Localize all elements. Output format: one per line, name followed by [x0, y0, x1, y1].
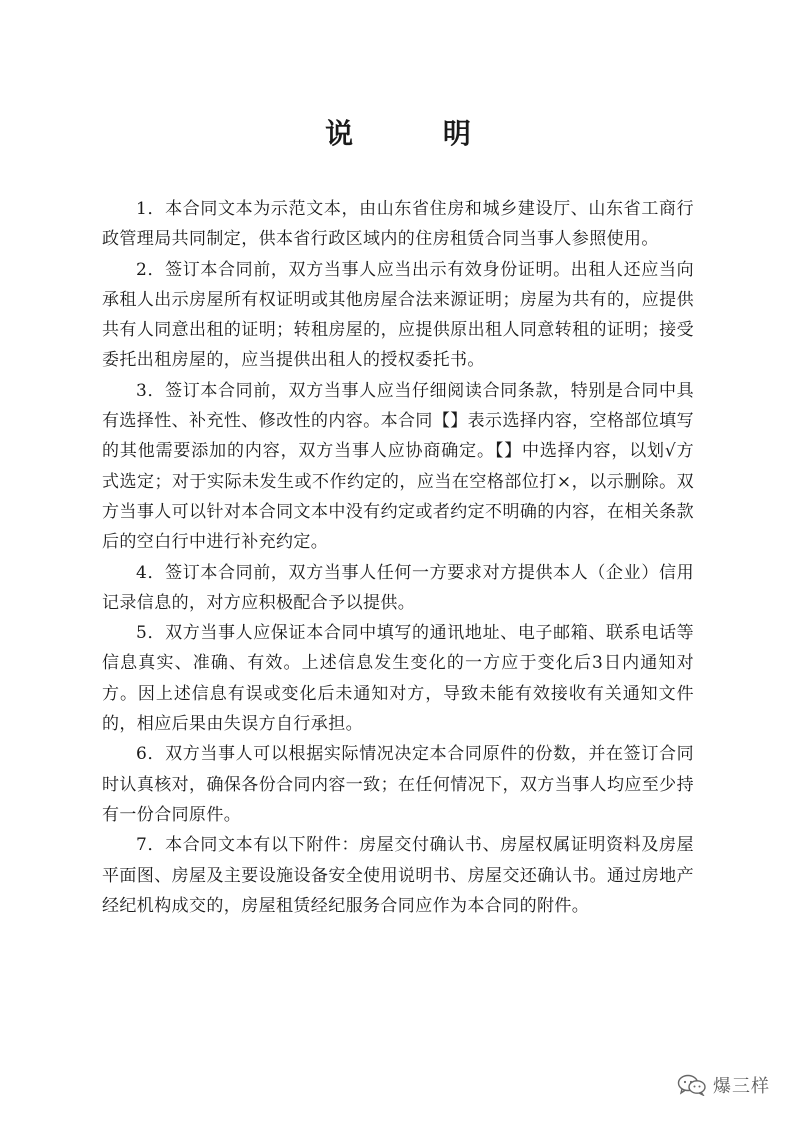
- paragraph-5: 5．双方当事人应保证本合同中填写的通讯地址、电子邮箱、联系电话等信息真实、准确、有效。上述信息发生变化的一方应于变化后3日内通知对方。因上述信息有误或变化后未通知对方，导致未能有效接收有关通知文件的，相应后果由失误方自行承担。: [102, 623, 694, 735]
- wechat-icon: [677, 1074, 707, 1096]
- paragraph-7: 7．本合同文本有以下附件：房屋交付确认书、房屋权属证明资料及房屋平面图、房屋及主要设施设备安全使用说明书、房屋交还确认书。通过房地产经纪机构成交的，房屋租赁经纪服务合同应作为本合同的附件。: [102, 835, 694, 916]
- paragraph-3: 3．签订本合同前，双方当事人应当仔细阅读合同条款，特别是合同中具有选择性、补充性、修改性的内容。本合同【】表示选择内容，空格部位填写的其他需要添加的内容，双方当事人应协商确定。【】中选择内容，以划√方式选定；对于实际未发生或不作约定的，应当在空格部位打×，以示删除。双方当事人可以针对本合同文本中没有约定或者约定不明确的内容，在相关条款后的空白行中进行补充约定。: [102, 380, 694, 553]
- watermark: [677, 1072, 770, 1098]
- paragraph-2: 2．签订本合同前，双方当事人应当出示有效身份证明。出租人还应当向承租人出示房屋所有权证明或其他房屋合法来源证明；房屋为共有的，应提供共有人同意出租的证明；转租房屋的，应提供原出租人同意转租的证明；接受委托出租房屋的，应当提供出租人的授权委托书。: [102, 259, 694, 371]
- document-body: [102, 194, 694, 921]
- paragraph-1: 1．本合同文本为示范文本，由山东省住房和城乡建设厅、山东省工商行政管理局共同制定，供本省行政区域内的住房租赁合同当事人参照使用。: [102, 199, 694, 250]
- watermark-text: 爆三样: [713, 1076, 770, 1097]
- paragraph-6: 6．双方当事人可以根据实际情况决定本合同原件的份数，并在签订合同时认真核对，确保各份合同内容一致；在任何情况下，双方当事人均应至少持有一份合同原件。: [102, 744, 694, 825]
- paragraph-4: 4．签订本合同前，双方当事人任何一方要求对方提供本人（企业）信用记录信息的，对方应积极配合予以提供。: [102, 562, 694, 613]
- page-title: 说 明: [325, 117, 511, 150]
